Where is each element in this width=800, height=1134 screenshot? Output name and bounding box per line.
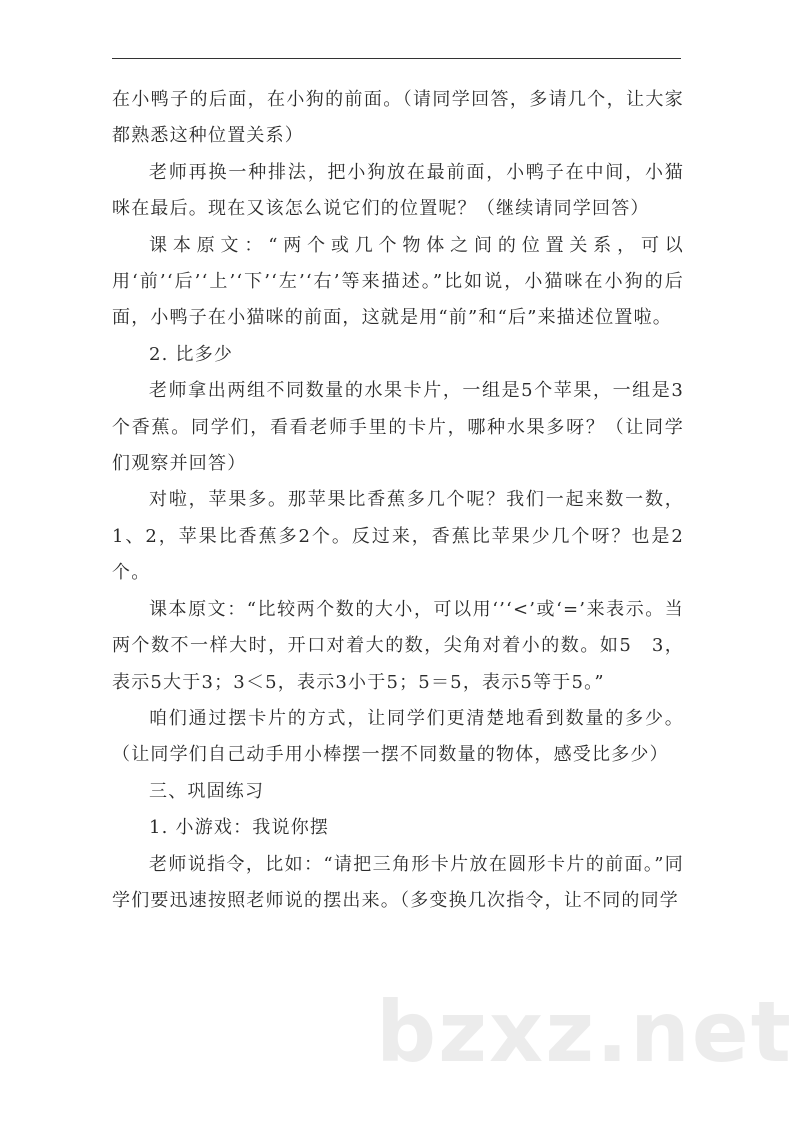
watermark: bzxz.net <box>376 983 793 1081</box>
paragraph: 课本原文：“两个或几个物体之间的位置关系，可以用‘前’‘后’‘上’‘下’‘左’‘右’等来描述。”比如说，小猫咪在小狗的后面，小鸭子在小猫咪的前面，这就是用“前”和“后”来描述位置啦。 <box>112 234 684 329</box>
header-rule <box>112 58 681 59</box>
paragraph: 咱们通过摆卡片的方式，让同学们更清楚地看到数量的多少。（让同学们自己动手用小棒摆一摆不同数量的物体，感受比多少） <box>112 707 684 766</box>
paragraph: 课本原文：“比较两个数的大小，可以用‘’‘<’或‘=’来表示。当两个数不一样大时，开口对着大的数，尖角对着小的数。如5 3，表示5大于3；3＜5，表示3小于5；5＝5，表示5等于5。” <box>112 598 684 693</box>
paragraph: 老师再换一种排法，把小狗放在最前面，小鸭子在中间，小猫咪在最后。现在又该怎么说它们的位置呢？（继续请同学回答） <box>112 161 684 220</box>
paragraph: 在小鸭子的后面，在小狗的前面。（请同学回答，多请几个，让大家都熟悉这种位置关系） <box>112 89 684 147</box>
body-text <box>112 82 684 919</box>
paragraph: 老师说指令，比如：“请把三角形卡片放在圆形卡片的前面。”同学们要迅速按照老师说的摆出来。（多变换几次指令，让不同的同学 <box>112 853 684 911</box>
section-heading: 2. 比多少 <box>149 343 234 365</box>
section-heading: 三、巩固练习 <box>149 780 265 802</box>
subsection-heading: 1. 小游戏：我说你摆 <box>149 817 330 839</box>
paragraph: 老师拿出两组不同数量的水果卡片，一组是5个苹果，一组是3个香蕉。同学们，看看老师手里的卡片，哪种水果多呀？（让同学们观察并回答） <box>112 380 684 475</box>
paragraph: 对啦，苹果多。那苹果比香蕉多几个呢？我们一起来数一数，1、2，苹果比香蕉多2个。反过来，香蕉比苹果少几个呀？也是2个。 <box>112 489 684 584</box>
